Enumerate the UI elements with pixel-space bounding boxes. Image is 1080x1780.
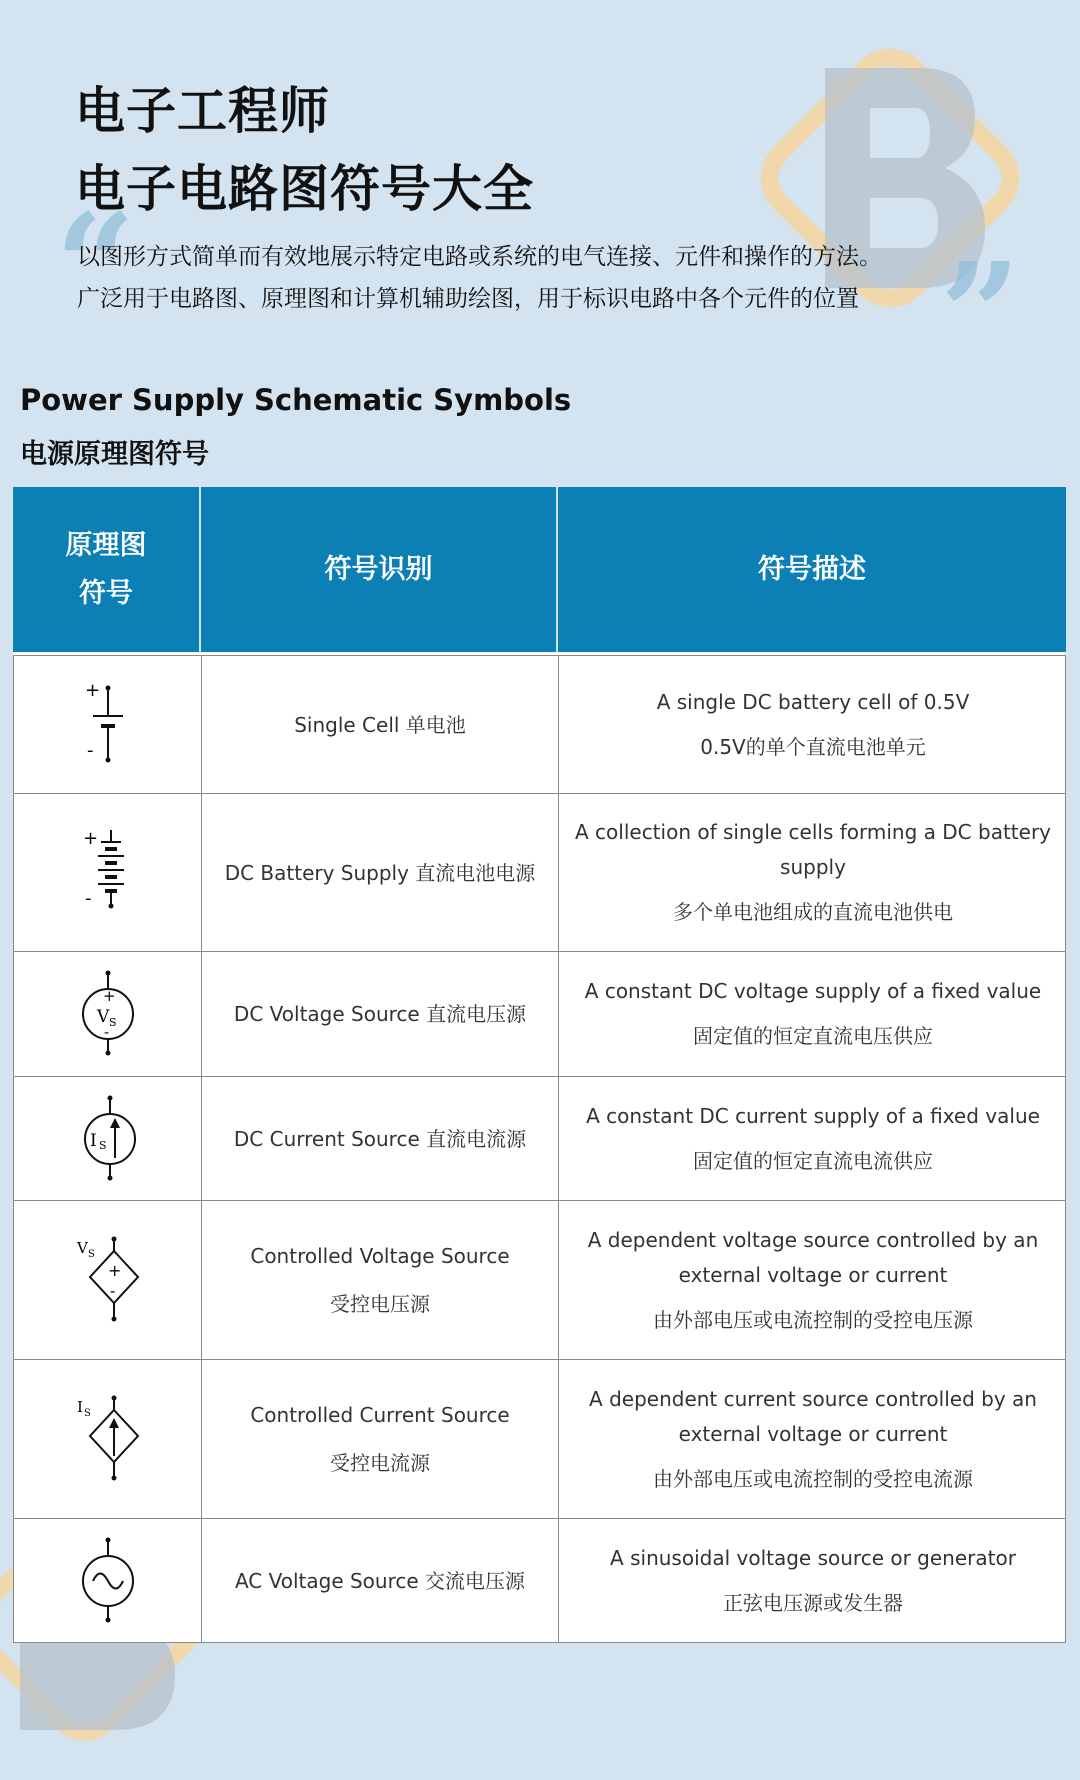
description-en: A constant DC current supply of a fixed value — [586, 1103, 1040, 1128]
table-row — [14, 1201, 1065, 1360]
description-en: A dependent current source controlled by an external voltage or current — [589, 1386, 1037, 1446]
identification-cell — [202, 1360, 559, 1518]
symbol-name: DC Voltage Source 直流电压源 — [233, 1002, 527, 1026]
description-en: A collection of single cells forming a DC battery supply — [575, 820, 1051, 879]
description-zh: 0.5V的单个直流电池单元 — [700, 734, 926, 759]
description-zh: 由外部电压或电流控制的受控电压源 — [653, 1307, 973, 1332]
identification-cell — [202, 1201, 559, 1359]
s-subscript: S — [98, 1138, 107, 1152]
header-description: 符号描述 — [758, 553, 866, 585]
plus-label: + — [107, 1261, 121, 1280]
identification-cell — [202, 794, 559, 951]
symbol-name: DC Current Source 直流电流源 — [233, 1126, 527, 1151]
minus-label: - — [86, 739, 93, 761]
description-zh: 固定值的恒定直流电压供应 — [693, 1024, 933, 1048]
s-subscript: S — [108, 1016, 117, 1029]
description-cell — [559, 952, 1067, 1076]
minus-label: - — [84, 887, 91, 909]
table-row — [14, 952, 1065, 1077]
table-row — [14, 1519, 1065, 1642]
v-label: V — [96, 1007, 109, 1027]
symbol-cell — [14, 1360, 202, 1518]
symbol-cell — [14, 656, 202, 793]
description-cell — [559, 656, 1067, 793]
close-quote-icon: ” — [940, 233, 1021, 397]
plus-label: + — [84, 679, 100, 701]
s-subscript: S — [83, 1408, 91, 1419]
symbol-cell — [14, 1201, 202, 1359]
section-title-en: Power Supply Schematic Symbols — [20, 383, 572, 417]
title-line-1: 电子工程师 — [75, 82, 330, 140]
table-header — [13, 487, 1066, 655]
controlled-current-source-icon — [73, 1394, 143, 1484]
table-row — [14, 794, 1065, 952]
table-row — [14, 656, 1065, 794]
dc-current-source-icon — [73, 1094, 143, 1184]
i-label: I — [76, 1398, 83, 1416]
symbol-cell — [14, 1077, 202, 1200]
title-line-2: 电子电路图符号大全 — [75, 160, 534, 218]
minus-label: - — [109, 1282, 115, 1300]
plus-label: + — [82, 827, 98, 849]
description-en: A dependent voltage source controlled by an external voltage or current — [587, 1227, 1039, 1287]
table-body — [13, 655, 1066, 1643]
symbol-cell — [14, 1519, 202, 1642]
v-label: V — [76, 1239, 88, 1257]
table-row — [14, 1077, 1065, 1201]
identification-cell — [202, 952, 559, 1076]
description-en: A sinusoidal voltage source or generator — [610, 1545, 1016, 1570]
page-title — [75, 72, 534, 228]
header-identification: 符号识别 — [201, 487, 558, 652]
identification-cell — [202, 656, 559, 793]
symbol-name-zh: 受控电压源 — [330, 1292, 430, 1316]
i-label: I — [89, 1130, 97, 1151]
description-cell — [559, 1077, 1067, 1200]
intro-line-2: 广泛用于电路图、原理图和计算机辅助绘图，用于标识电路中各个元件的位置 — [77, 286, 859, 312]
table-row — [14, 1360, 1065, 1519]
symbol-cell — [14, 952, 202, 1076]
description-cell — [559, 794, 1067, 951]
minus-label: - — [103, 1025, 109, 1041]
dc-voltage-source-icon — [73, 969, 143, 1059]
symbol-name-en: Controlled Current Source — [250, 1403, 510, 1427]
intro-line-1: 以图形方式简单而有效地展示特定电路或系统的电气连接、元件和操作的方法。 — [77, 244, 882, 270]
symbol-name: Single Cell 单电池 — [294, 712, 466, 737]
identification-cell — [202, 1519, 559, 1642]
section-title-zh: 电源原理图符号 — [20, 439, 209, 470]
dc-battery-icon — [73, 828, 143, 918]
description-en: A single DC battery cell of 0.5V — [656, 689, 970, 714]
description-zh: 固定值的恒定直流电流供应 — [693, 1148, 933, 1173]
identification-cell — [202, 1077, 559, 1200]
symbol-name-en: Controlled Voltage Source — [250, 1244, 510, 1268]
description-zh: 正弦电压源或发生器 — [723, 1590, 903, 1615]
description-zh: 由外部电压或电流控制的受控电流源 — [653, 1466, 973, 1491]
header-symbol-line-2: 符号 — [79, 577, 133, 609]
symbol-cell — [14, 794, 202, 951]
s-subscript: S — [87, 1249, 95, 1260]
symbols-table — [13, 487, 1066, 1643]
header-symbol-line-1: 原理图 — [65, 529, 147, 561]
symbol-name: AC Voltage Source 交流电压源 — [234, 1568, 526, 1593]
plus-label: + — [102, 987, 116, 1005]
description-cell — [559, 1201, 1067, 1359]
symbol-name-zh: 受控电流源 — [330, 1451, 430, 1475]
open-quote-icon: “ — [55, 184, 136, 348]
ac-voltage-source-icon — [73, 1536, 143, 1626]
symbol-name: DC Battery Supply 直流电池电源 — [224, 860, 536, 885]
header-symbol — [13, 487, 201, 652]
description-en: A constant DC voltage supply of a fixed value — [584, 979, 1042, 1003]
controlled-voltage-source-icon — [73, 1235, 143, 1325]
single-cell-icon — [73, 680, 143, 770]
intro-text — [77, 236, 882, 320]
description-cell — [559, 1519, 1067, 1642]
description-zh: 多个单电池组成的直流电池供电 — [673, 900, 953, 924]
description-cell — [559, 1360, 1067, 1518]
